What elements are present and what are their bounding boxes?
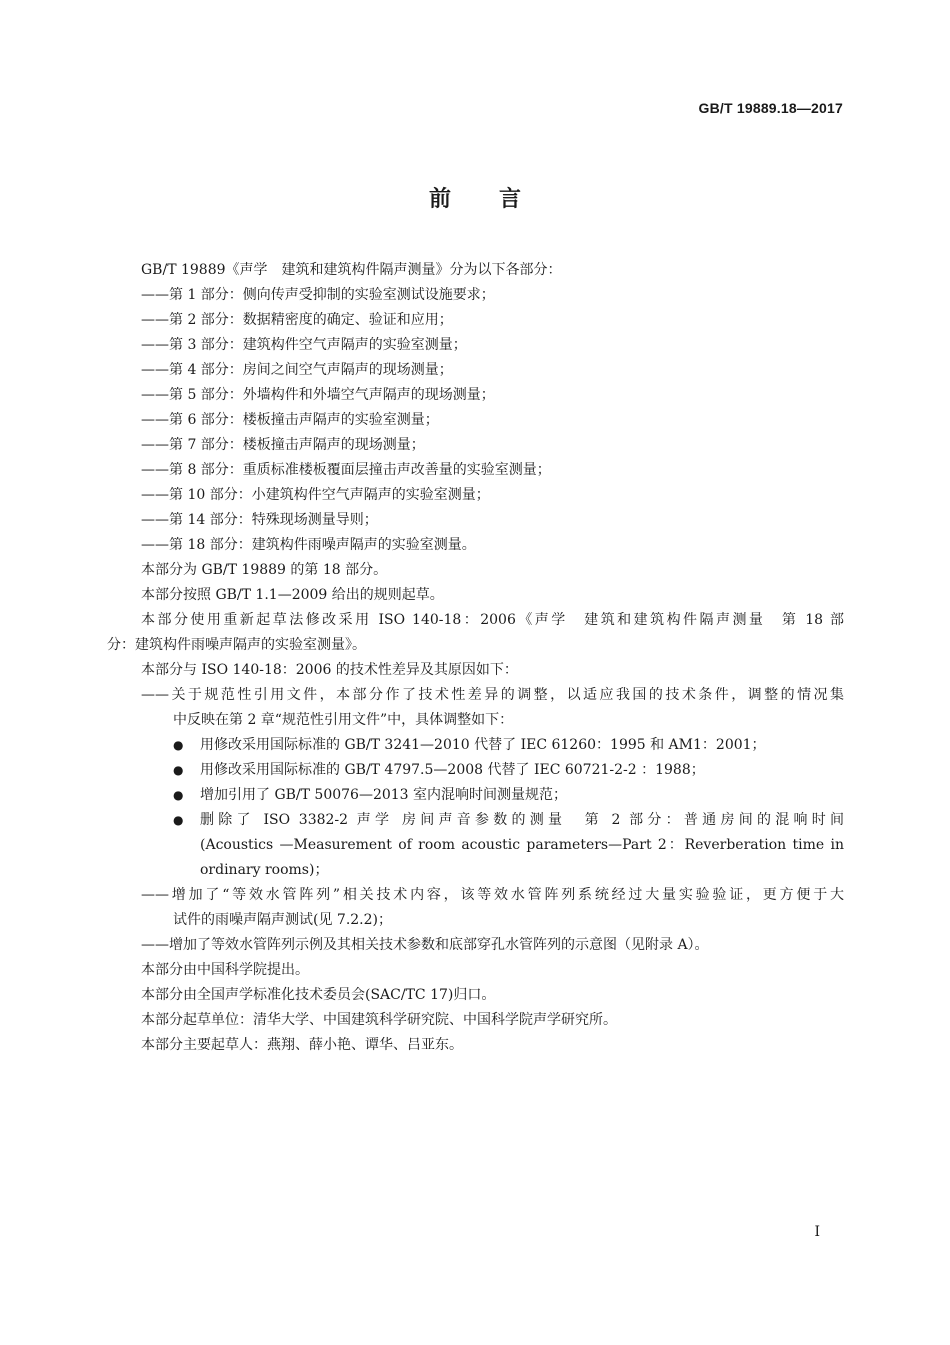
bullet-4-line-3: ordinary rooms)； <box>200 862 329 878</box>
diff-item-2-line-1: ——增加了“等效水管阵列”相关技术内容，该等效水管阵列系统经过大量实验验证，更方便于大 <box>141 887 844 903</box>
part-item: ——第 7 部分：楼板撞击声隔声的现场测量； <box>141 437 425 453</box>
bullet-4-line-2: (Acoustics —Measurement of room acoustic parameters—Part 2：Reverberation time in <box>200 837 844 853</box>
part-item: ——第 14 部分：特殊现场测量导则； <box>141 512 378 528</box>
title-char-2: 言 <box>499 187 522 212</box>
part-item: ——第 10 部分：小建筑构件空气声隔声的实验室测量； <box>141 487 490 503</box>
page-title <box>0 182 950 213</box>
part-item: ——第 4 部分：房间之间空气声隔声的现场测量； <box>141 362 453 378</box>
bullet-icon: ● <box>173 763 184 777</box>
bullet-item <box>107 783 844 808</box>
diff-item-1-line-1: ——关于规范性引用文件，本部分作了技术性差异的调整，以适应我国的技术条件，调整的情况集 <box>141 687 844 703</box>
bullet-icon: ● <box>173 738 184 752</box>
part-paragraph: 本部分为 GB/T 19889 的第 18 部分。 <box>141 562 388 578</box>
bullet-text: 增加引用了 GB/T 50076—2013 室内混响时间测量规范； <box>200 787 568 803</box>
bullet-item <box>107 733 844 758</box>
bullet-icon: ● <box>173 788 184 802</box>
document-body <box>107 258 844 1058</box>
part-item: ——第 2 部分：数据精密度的确定、验证和应用； <box>141 312 453 328</box>
diff-paragraph: 本部分与 ISO 140-18：2006 的技术性差异及其原因如下： <box>141 662 518 678</box>
bullet-text: 用修改采用国际标准的 GB/T 4797.5—2008 代替了 IEC 60721-2-2 ：1988； <box>200 762 705 778</box>
propose-paragraph: 本部分由中国科学院提出。 <box>141 962 309 978</box>
part-item: ——第 18 部分：建筑构件雨噪声隔声的实验室测量。 <box>141 537 476 553</box>
bullet-text: 删除了 ISO 3382-2 声学 房间声音参数的测量 第 2 部分：普通房间的混响时间 <box>200 812 844 828</box>
bullet-icon: ● <box>173 813 184 827</box>
part-item: ——第 1 部分：侧向传声受抑制的实验室测试设施要求； <box>141 287 495 303</box>
diff-item-1-line-2: 中反映在第 2 章“规范性引用文件”中，具体调整如下： <box>173 712 514 728</box>
part-item: ——第 6 部分：楼板撞击声隔声的实验室测量； <box>141 412 439 428</box>
intro-paragraph: GB/T 19889《声学 建筑和建筑构件隔声测量》分为以下各部分： <box>141 262 562 278</box>
page-number: I <box>814 1224 820 1240</box>
part-item: ——第 5 部分：外墙构件和外墙空气声隔声的现场测量； <box>141 387 495 403</box>
drafters-paragraph: 本部分主要起草人：燕翔、薛小艳、谭华、吕亚东。 <box>141 1037 463 1053</box>
rule-paragraph: 本部分按照 GB/T 1.1—2009 给出的规则起草。 <box>141 587 444 603</box>
part-item: ——第 8 部分：重质标准楼板覆面层撞击声改善量的实验室测量； <box>141 462 551 478</box>
adopt-paragraph-line-2: 分：建筑构件雨噪声隔声的实验室测量》。 <box>107 637 366 653</box>
diff-item-2-line-2: 试件的雨噪声隔声测试(见 7.2.2)； <box>173 912 392 928</box>
standard-code: GB/T 19889.18—2017 <box>698 100 843 116</box>
adopt-paragraph-line-1: 本部分使用重新起草法修改采用 ISO 140-18：2006《声学 建筑和建筑构件隔声测量 第 18 部 <box>141 612 844 628</box>
title-char-1: 前 <box>428 187 451 212</box>
bullet-item <box>107 808 844 833</box>
part-item: ——第 3 部分：建筑构件空气声隔声的实验室测量； <box>141 337 467 353</box>
central-paragraph: 本部分由全国声学标准化技术委员会(SAC/TC 17)归口。 <box>141 987 496 1003</box>
bullet-text: 用修改采用国际标准的 GB/T 3241—2010 代替了 IEC 61260：1995 和 AM1：2001； <box>200 737 766 753</box>
bullet-item <box>107 758 844 783</box>
drafting-unit-paragraph: 本部分起草单位：清华大学、中国建筑科学研究院、中国科学院声学研究所。 <box>141 1012 617 1028</box>
diff-item-3: ——增加了等效水管阵列示例及其相关技术参数和底部穿孔水管阵列的示意图（见附录 A）。 <box>141 937 709 953</box>
